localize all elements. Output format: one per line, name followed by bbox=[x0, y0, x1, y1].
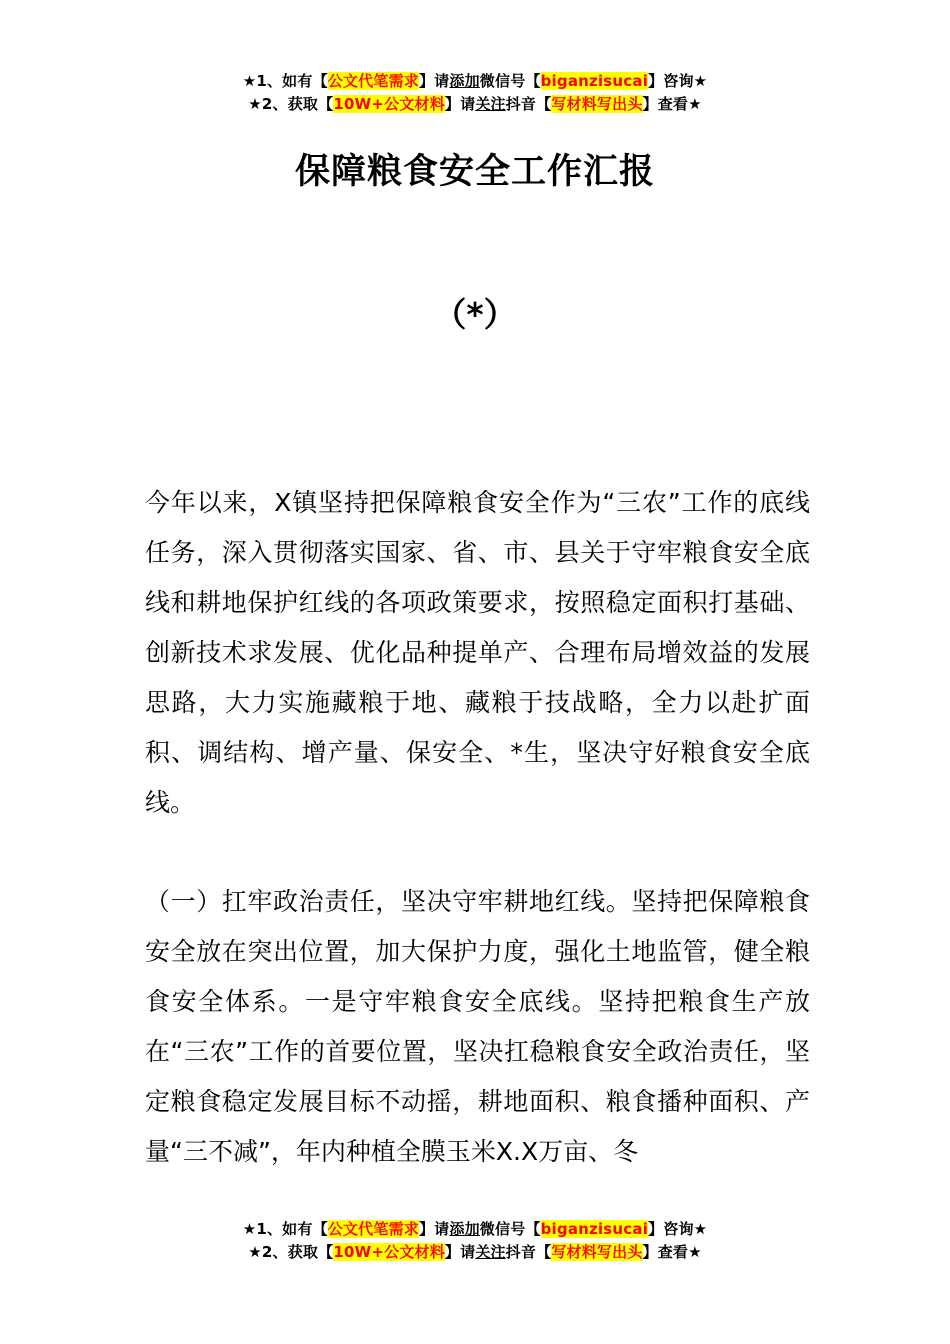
douyin-account: 写材料写出头 bbox=[551, 1243, 643, 1261]
banner-text: 】请 bbox=[418, 1220, 450, 1238]
highlighted-text: 10W+公文材料 bbox=[333, 95, 445, 113]
banner-text: ★1、如有【 bbox=[242, 72, 328, 90]
banner-text: ★1、如有【 bbox=[242, 1220, 328, 1238]
header-banner bbox=[0, 70, 950, 116]
douyin-account: 写材料写出头 bbox=[551, 95, 643, 113]
document-subtitle: （*） bbox=[433, 295, 517, 334]
banner-text: 抖音【 bbox=[505, 95, 552, 113]
banner-text: 】请 bbox=[444, 95, 476, 113]
banner-text: 】请 bbox=[418, 72, 450, 90]
highlighted-text: 公文代笔需求 bbox=[327, 1220, 419, 1238]
wechat-id: biganzisucai bbox=[540, 1220, 649, 1238]
underlined-text: 关注 bbox=[475, 1243, 506, 1261]
banner-text: 微信号【 bbox=[479, 1220, 541, 1238]
document-title: 保障粮食安全工作汇报 bbox=[294, 152, 655, 192]
banner-text: ★2、获取【 bbox=[248, 1243, 334, 1261]
banner-text: ★2、获取【 bbox=[248, 95, 334, 113]
body-paragraph-intro: 今年以来，X镇坚持把保障粮食安全作为“三农”工作的底线任务，深入贯彻落实国家、省、市、县关于守牢粮食安全底线和耕地保护红线的各项政策要求，按照稳定面积打基础、创新技术求发展、优化品种提单产、合理布局增效益的发展思路，大力实施藏粮于地、藏粮于技战略，全力以赴扩面积、调结构、增产量、保安全、*生，坚决守好粮食安全底线。 bbox=[145, 488, 810, 817]
underlined-text: 添加 bbox=[449, 1220, 480, 1238]
banner-text: 抖音【 bbox=[505, 1243, 552, 1261]
banner-text: 】查看★ bbox=[642, 95, 702, 113]
banner-text: 】咨询★ bbox=[648, 1220, 708, 1238]
banner-line-1 bbox=[0, 1218, 950, 1241]
banner-line-2 bbox=[0, 93, 950, 116]
banner-line-1 bbox=[0, 70, 950, 93]
highlighted-text: 10W+公文材料 bbox=[333, 1243, 445, 1261]
underlined-text: 关注 bbox=[475, 95, 506, 113]
banner-line-2 bbox=[0, 1241, 950, 1264]
underlined-text: 添加 bbox=[449, 72, 480, 90]
body-paragraph-section-1: （一）扛牢政治责任，坚决守牢耕地红线。坚持把保障粮食安全放在突出位置，加大保护力度，强化土地监管，健全粮食安全体系。一是守牢粮食安全底线。坚持把粮食生产放在“三农”工作的首要位置，坚决扛稳粮食安全政治责任，坚定粮食稳定发展目标不动摇，耕地面积、粮食播种面积、产量“三不减”，年内种植全膜玉米X.X万亩、冬 bbox=[145, 887, 810, 1166]
banner-text: 微信号【 bbox=[479, 72, 541, 90]
footer-banner bbox=[0, 1218, 950, 1264]
banner-text: 】查看★ bbox=[642, 1243, 702, 1261]
banner-text: 】咨询★ bbox=[648, 72, 708, 90]
highlighted-text: 公文代笔需求 bbox=[327, 72, 419, 90]
wechat-id: biganzisucai bbox=[540, 72, 649, 90]
banner-text: 】请 bbox=[444, 1243, 476, 1261]
